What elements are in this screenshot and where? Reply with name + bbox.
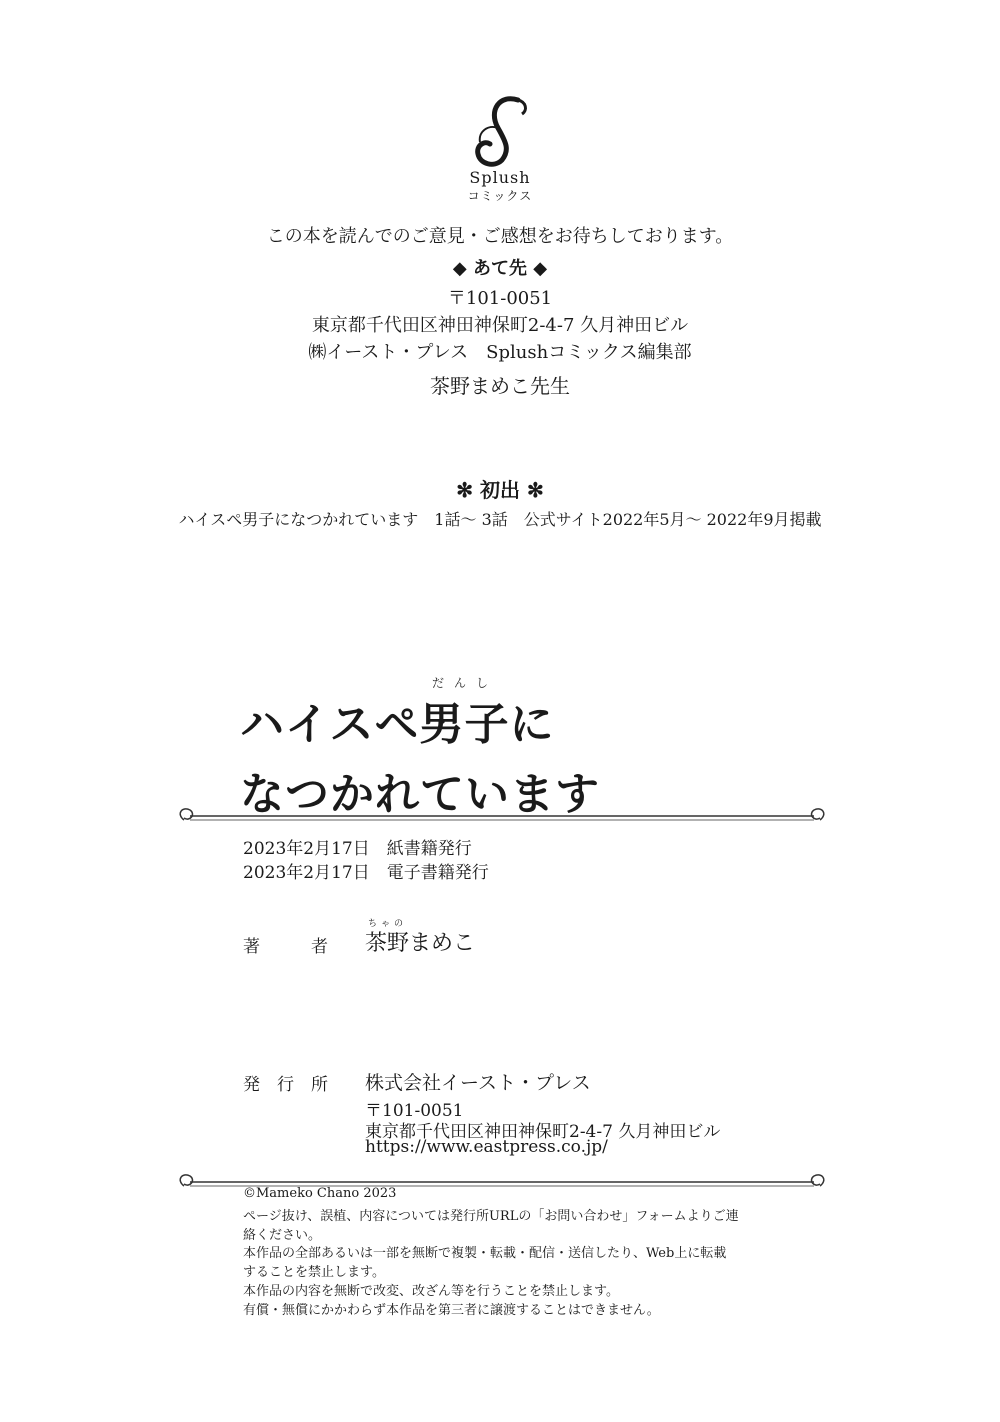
first-publication-detail: ハイスペ男子になつかれています 1話～ 3話 公式サイト2022年5月～ 2022年9月掲載 bbox=[178, 510, 822, 529]
publisher-url[interactable]: https://www.eastpress.co.jp/ bbox=[365, 1137, 608, 1157]
logo-brand: Splush bbox=[469, 168, 531, 187]
publisher-postal: 〒101-0051 bbox=[365, 1101, 464, 1121]
copyright: ©Mameko Chano 2023 bbox=[243, 1186, 397, 1201]
notice-line: 本作品の内容を無断で改変、改ざん等を行うことを禁止します。 bbox=[243, 1284, 619, 1299]
publisher-label: 発 行 所 bbox=[243, 1075, 328, 1095]
feedback-postal: 〒101-0051 bbox=[447, 288, 553, 309]
edition-print: 2023年2月17日 紙書籍発行 bbox=[243, 839, 472, 859]
author-name: 茶野まめこ bbox=[365, 931, 476, 956]
feedback-company: ㈱イースト・プレス Splushコミックス編集部 bbox=[308, 342, 692, 363]
book-title-line2: なつかれています bbox=[240, 769, 600, 820]
first-publication-heading: ✻ 初出 ✻ bbox=[456, 478, 544, 502]
title-ruby: だんし bbox=[432, 676, 499, 690]
notice-line: することを禁止します。 bbox=[243, 1265, 385, 1280]
author-label: 著 者 bbox=[243, 937, 328, 957]
logo-subtitle: コミックス bbox=[467, 189, 533, 203]
notice-line: 有償・無償にかかわらず本作品を第三者に譲渡することはできません。 bbox=[243, 1303, 660, 1318]
notice-line: 本作品の全部あるいは一部を無断で複製・転載・配信・送信したり、Web上に転載 bbox=[243, 1246, 727, 1261]
notice-line: 絡ください。 bbox=[243, 1228, 322, 1243]
publisher-name: 株式会社イースト・プレス bbox=[365, 1072, 591, 1094]
feedback-recipient: 茶野まめこ先生 bbox=[430, 374, 570, 398]
address-heading: ◆ あて先 ◆ bbox=[452, 258, 548, 279]
notice-line: ページ抜け、誤植、内容については発行所URLの「お問い合わせ」フォームよりご連 bbox=[243, 1209, 739, 1224]
publisher-address: 東京都千代田区神田神保町2-4-7 久月神田ビル bbox=[365, 1122, 721, 1142]
feedback-address: 東京都千代田区神田神保町2-4-7 久月神田ビル bbox=[311, 315, 689, 336]
author-ruby: ちゃの bbox=[368, 919, 408, 929]
edition-digital: 2023年2月17日 電子書籍発行 bbox=[243, 863, 489, 883]
feedback-message: この本を読んでのご意見・ご感想をお待ちしております。 bbox=[266, 226, 734, 247]
book-title-line1: ハイスペ男子に bbox=[240, 699, 555, 750]
ornamental-divider bbox=[172, 802, 832, 832]
